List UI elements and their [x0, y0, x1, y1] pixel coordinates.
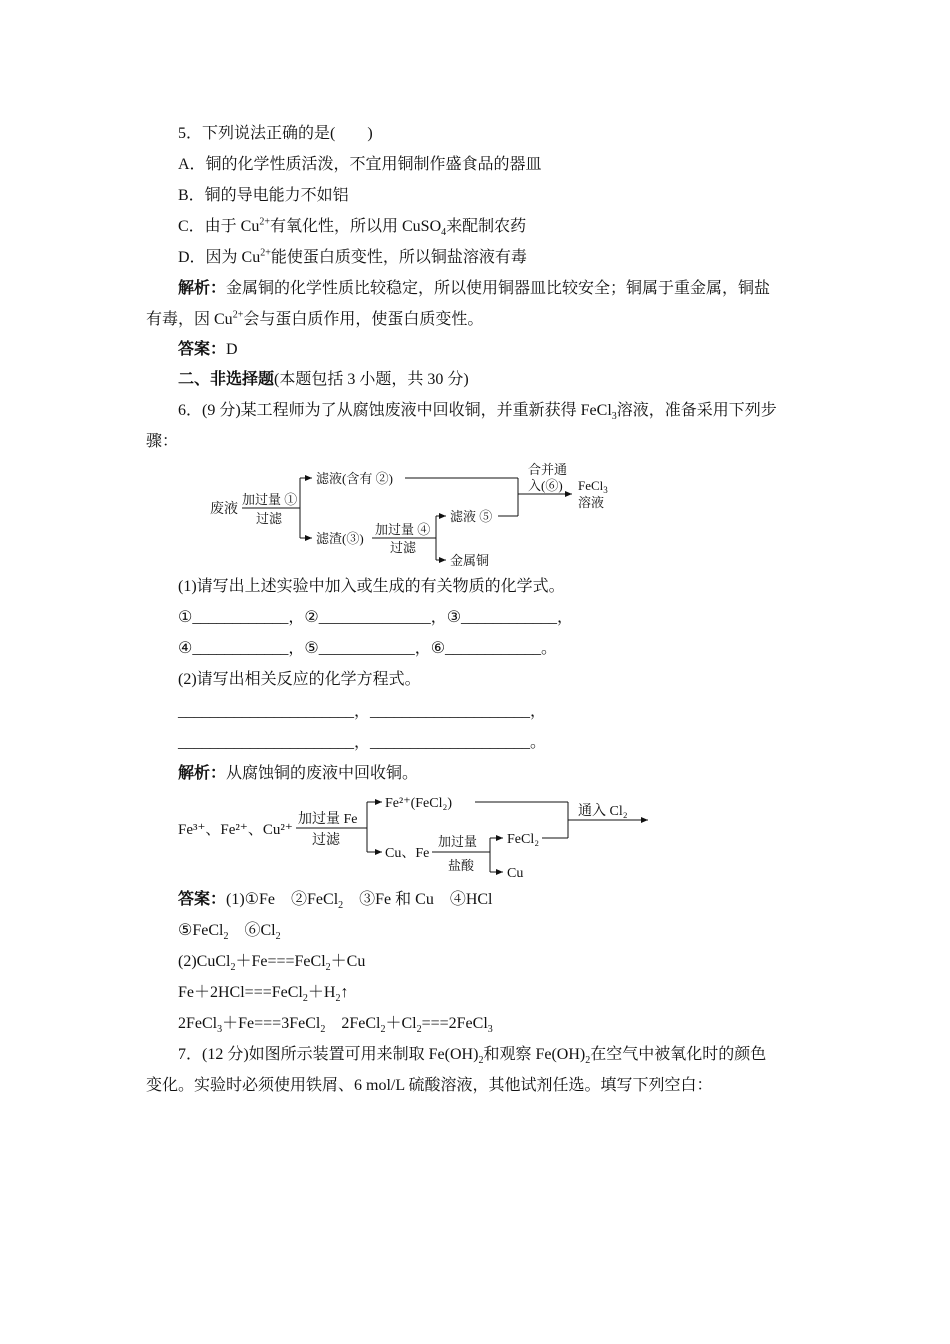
q6-blank-row2: ④____________，⑤____________，⑥____________。 — [178, 640, 558, 657]
q6-answer-2: ⑤FeCl$_2$ $⑥Cl_2$ — [178, 922, 281, 943]
flow2-cu: Cu — [507, 866, 524, 881]
flow1-fecl: FeCl$_3$ — [578, 478, 608, 495]
q5-analysis-cont: 有毒，因 $Cu^{2+}$会与蛋白质作用，使蛋白质变性。 — [146, 309, 484, 328]
flow1-filtrate-top: 滤液(含有 ②) — [316, 471, 393, 486]
flow1-residue: 滤渣(③) — [316, 531, 364, 546]
flow1-filter1: 过滤 — [256, 511, 283, 526]
flow2-ions: Fe³⁺、Fe²⁺、Cu²⁺ — [178, 822, 293, 838]
flow2-bottom: Cu、Fe — [385, 846, 430, 861]
q6-stem: 6．(9 分)某工程师为了从腐蚀废液中回收铜，并重新获得 FeCl$_3$溶液，准备采用下列步 — [178, 402, 777, 423]
flow2-pass-cl: 通入 Cl₂ — [578, 804, 628, 819]
q5-option-b: B．铜的导电能力不如铝 — [178, 187, 349, 204]
flow2-fecl2: FeCl₂ — [507, 832, 540, 847]
section-title: 二、非选择题(本题包括 3 小题，共 30 分) — [178, 371, 469, 388]
q5-stem: 5．下列说法正确的是( ) — [178, 125, 373, 142]
flow1-metal-cu: 金属铜 — [450, 553, 490, 568]
q6-equation-1: (2)CuCl$_2$＋Fe===FeCl$_2$＋Cu — [178, 953, 366, 974]
flow1-waste: 废液 — [210, 502, 238, 517]
q6-answer-1: 答案：(1)①Fe ②FeCl$_2$ ③Fe 和 Cu ④HCl — [178, 891, 493, 912]
q6-part1: (1)请写出上述实验中加入或生成的有关物质的化学式。 — [178, 578, 565, 595]
q7-stem-cont: 变化。实验时必须使用铁屑、6 mol/L 硫酸溶液，其他试剂任选。填写下列空白： — [146, 1077, 713, 1094]
flow1-pass6: 入(⑥) — [528, 478, 563, 493]
flow2-add-acid: 加过量 — [438, 834, 478, 849]
q5-option-c: C．由于 $Cu^{2+}$有氧化性，所以用 CuSO$_4$来配制农药 — [178, 216, 527, 239]
q5-option-a: A．铜的化学性质活泼，不宜用铜制作盛食品的器皿 — [178, 156, 542, 173]
flow1-filter2: 过滤 — [390, 540, 417, 555]
flow1-add1: 加过量 ① — [242, 492, 298, 507]
q6-blank-row1: ①____________，②______________，③____________， — [178, 609, 574, 626]
q6-eq-row1: ______________________，____________________， — [178, 703, 547, 720]
q6-equation-2: $Fe+2HCl===FeCl_2+H_2↑$ — [178, 984, 349, 1005]
waste-recovery-flow-diagram — [200, 460, 640, 575]
q5-option-d: D．因为 $Cu^{2+}$能使蛋白质变性，所以铜盐溶液有毒 — [178, 247, 527, 266]
q7-stem: 7．(12 分)如图所示装置可用来制取 $Fe(OH)_2$和观察 $Fe(OH)_2$在空气中被氧化时的颜色 — [178, 1046, 767, 1067]
flow2-acid: 盐酸 — [448, 858, 475, 873]
flow1-merge: 合并通 — [528, 462, 568, 477]
flow2-top: Fe²⁺(FeCl₂) — [385, 796, 453, 811]
q6-analysis: 解析：从腐蚀铜的废液中回收铜。 — [178, 765, 419, 782]
q6-equation-3: 2FeCl$_3$＋Fe===3FeCl$_2$ $2FeCl_2+Cl_2===2FeCl_3$ — [178, 1015, 493, 1036]
flow1-filtrate5: 滤液 ⑤ — [450, 509, 493, 524]
q5-analysis: 解析：金属铜的化学性质比较稳定，所以使用铜器皿比较安全；铜属于重金属，铜盐 — [178, 280, 771, 297]
flow2-add: 加过量 Fe — [298, 812, 358, 827]
q6-stem-cont: 骤： — [146, 433, 179, 450]
q5-answer: 答案：D — [178, 341, 238, 358]
analysis-flow-diagram — [170, 790, 660, 885]
flow1-solution: 溶液 — [578, 495, 605, 510]
q6-part2: (2)请写出相关反应的化学方程式。 — [178, 671, 421, 688]
flow1-add4: 加过量 ④ — [375, 522, 431, 537]
flow2-filter: 过滤 — [312, 833, 340, 848]
q6-eq-row2: ______________________，____________________。 — [178, 734, 547, 751]
